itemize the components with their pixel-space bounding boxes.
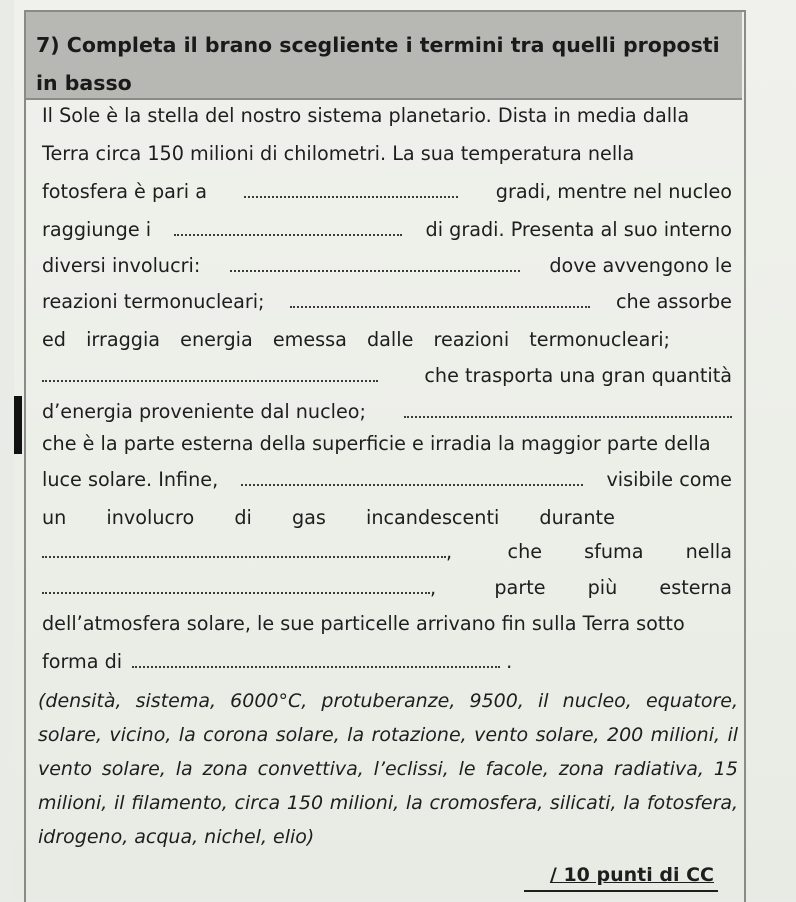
text-line-14	[42, 576, 732, 599]
blank-sfuma[interactable]	[42, 592, 430, 594]
text-line-1	[42, 104, 732, 127]
blank-involucri[interactable]	[230, 270, 520, 272]
text-line-16-part-2: .	[506, 650, 513, 673]
text-line-16	[42, 650, 732, 673]
text-line-13	[42, 540, 732, 563]
blank-forma-di[interactable]	[132, 666, 500, 668]
text-line-6	[42, 290, 732, 313]
text-line-14-part-1: ,	[430, 576, 437, 599]
text-line-6-part-2: che assorbe	[616, 290, 732, 313]
text-line-10-part-1: che è la parte esterna della superficie e irradia la maggior parte della	[42, 432, 711, 455]
text-line-5	[42, 254, 732, 277]
text-line-13-part-2: che sfuma nella	[507, 540, 732, 563]
text-line-11	[42, 468, 732, 491]
blank-trasporta[interactable]	[42, 380, 378, 382]
score-box	[524, 864, 718, 892]
text-line-7-part-1: ed irraggia energia emessa dalle reazioni termonucleari;	[42, 328, 671, 351]
text-line-6-part-1: reazioni termonucleari;	[42, 290, 265, 313]
text-line-8	[42, 364, 732, 387]
text-line-1-part-1: Il Sole è la stella del nostro sistema planetario. Dista in media dalla	[42, 104, 690, 127]
text-line-5-part-2: dove avvengono le	[549, 254, 732, 277]
text-line-9-part-1: d’energia proveniente dal nucleo;	[42, 400, 366, 423]
blank-group-14	[42, 576, 436, 599]
text-line-3-part-1: fotosfera è pari a	[42, 180, 207, 203]
text-line-2	[42, 142, 732, 165]
blank-parte-esterna[interactable]	[404, 416, 732, 418]
text-line-4-part-2: di gradi. Presenta al suo interno	[425, 218, 732, 241]
page-edge-marker	[14, 396, 22, 454]
text-line-12	[42, 506, 732, 529]
text-line-7	[42, 328, 732, 351]
text-line-11-part-2: visibile come	[606, 468, 732, 491]
text-line-14-part-2: parte più esterna	[494, 576, 732, 599]
text-line-3	[42, 180, 732, 203]
text-line-4-part-1: raggiunge i	[42, 218, 152, 241]
text-line-4	[42, 218, 732, 241]
text-line-5-part-1: diversi involucri:	[42, 254, 201, 277]
worksheet-page	[14, 0, 796, 900]
text-line-11-part-1: luce solare. Infine,	[42, 468, 219, 491]
text-line-12-part-1: un involucro di gas incandescenti durante	[42, 506, 615, 529]
text-line-16-part-1: forma di	[42, 650, 123, 673]
blank-fotosfera-temp[interactable]	[244, 196, 458, 198]
blank-durante[interactable]	[42, 556, 446, 558]
exercise-header	[26, 12, 742, 100]
text-line-2-part-1: Terra circa 150 milioni di chilometri. La sua temperatura nella	[42, 142, 635, 165]
blank-nucleo-temp[interactable]	[174, 234, 402, 236]
score-label: / 10 punti di CC	[549, 864, 714, 886]
text-line-15-part-1: dell’atmosfera solare, le sue particelle arrivano fin sulla Terra sotto	[42, 612, 685, 635]
word-options-list: (densità, sistema, 6000°C, protuberanze, 9500, il nucleo, equatore, solare, vicino, la corona solare, la rotazione, vento solare, 200 milioni, il vento solare, la zona convettiva, l’eclissi, le facole, zona radiativa, 15 milioni, il filamento, circa 150 milioni, la cromosfera, silicati, la fotosfera, idrogeno, acqua, nichel, elio)	[38, 690, 738, 848]
blank-infine[interactable]	[241, 484, 583, 486]
exercise-title: 7) Completa il brano scegliente i termini tra quelli proposti in basso	[36, 33, 720, 95]
text-line-9	[42, 400, 732, 423]
text-line-8-part-1: che trasporta una gran quantità	[424, 364, 732, 387]
text-line-13-part-1: ,	[446, 540, 453, 563]
text-line-10	[42, 432, 732, 455]
text-line-3-part-2: gradi, mentre nel nucleo	[495, 180, 732, 203]
blank-assorbe[interactable]	[290, 306, 590, 308]
text-line-15	[42, 612, 732, 635]
blank-group-13	[42, 540, 452, 563]
